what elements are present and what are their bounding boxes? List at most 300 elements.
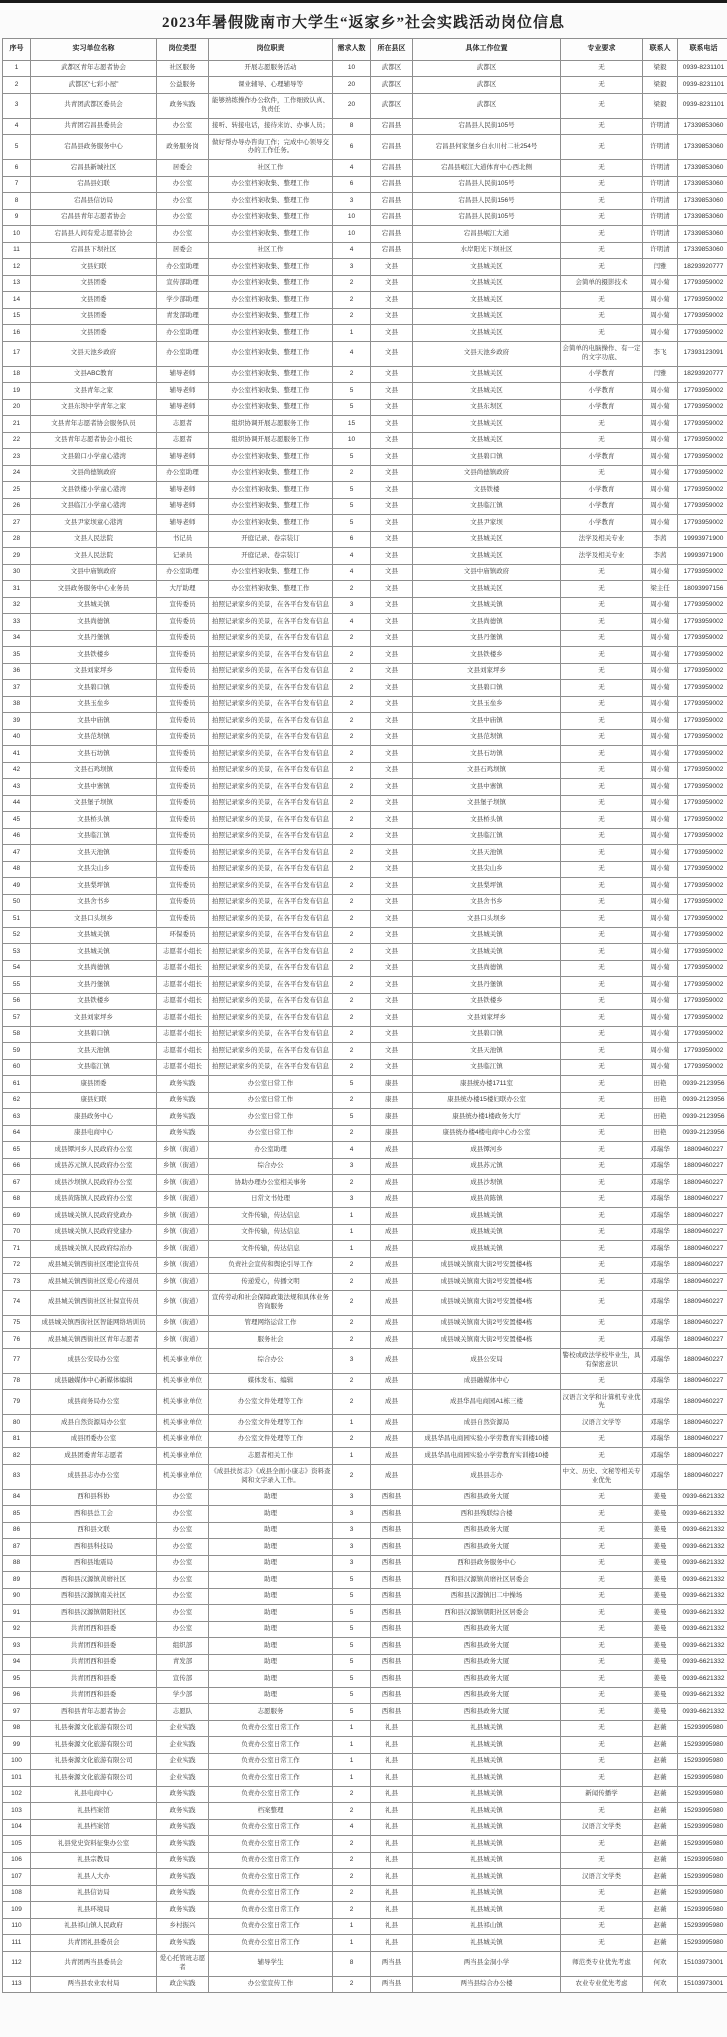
cell-type: 宣传委员 [157,878,209,895]
table-row [3,1869,727,1886]
cell-county: 文县 [371,482,413,499]
cell-location: 礼县城关镇 [413,1803,561,1820]
cell-requirement: 无 [561,1836,643,1853]
cell-no: 81 [3,1431,31,1448]
cell-county: 两当县 [371,1976,413,1993]
cell-phone: 0939-6621332 [678,1506,727,1523]
cell-type: 办公室 [157,1489,209,1506]
cell-unit: 宕昌县下坝社区 [31,242,157,259]
cell-requirement: 小学教育 [561,399,643,416]
cell-no: 104 [3,1819,31,1836]
cell-location: 西和县政务服务中心 [413,1555,561,1572]
table-row [3,812,727,829]
cell-requirement: 无 [561,927,643,944]
cell-contact: 姜曼 [643,1654,678,1671]
cell-requirement: 小学教育 [561,515,643,532]
cell-location: 成县镡河乡 [413,1142,561,1159]
cell-location: 康县统办楼1711室 [413,1076,561,1093]
cell-requirement: 无 [561,1224,643,1241]
table-row [3,1208,727,1225]
cell-type: 宣传委员 [157,729,209,746]
cell-requirement: 无 [561,292,643,309]
cell-unit: 成县自然资源局办公室 [31,1415,157,1432]
table-row [3,531,727,548]
cell-no: 40 [3,729,31,746]
table-row [3,1588,727,1605]
cell-county: 两当县 [371,1951,413,1976]
table-row [3,399,727,416]
cell-no: 68 [3,1191,31,1208]
cell-type: 政务实践 [157,1885,209,1902]
cell-phone: 17339853060 [678,209,727,226]
cell-location: 文县城关区 [413,366,561,383]
cell-requirement: 无 [561,1720,643,1737]
cell-no: 36 [3,663,31,680]
cell-phone: 17793959002 [678,779,727,796]
cell-unit: 康县妇联 [31,1092,157,1109]
cell-location: 西和县汉源镇旧二中操场 [413,1588,561,1605]
cell-no: 100 [3,1753,31,1770]
cell-county: 文县 [371,564,413,581]
cell-county: 文县 [371,993,413,1010]
table-row [3,729,727,746]
cell-count: 2 [333,1175,371,1192]
cell-requirement: 无 [561,465,643,482]
cell-county: 宕昌县 [371,209,413,226]
cell-county: 文县 [371,894,413,911]
cell-contact: 姜曼 [643,1704,678,1721]
cell-unit: 文县刘家坪乡 [31,663,157,680]
cell-contact: 周小菊 [643,1026,678,1043]
cell-type: 宣传委员 [157,630,209,647]
cell-phone: 17793959002 [678,292,727,309]
cell-count: 1 [333,1448,371,1465]
cell-count: 2 [333,1803,371,1820]
cell-count: 8 [333,1951,371,1976]
cell-unit: 西和县汉源镇黄磨社区 [31,1572,157,1589]
cell-county: 礼县 [371,1720,413,1737]
cell-county: 成县 [371,1142,413,1159]
cell-type: 爱心托管班志愿者 [157,1951,209,1976]
cell-count: 5 [333,1671,371,1688]
table-row [3,680,727,697]
cell-duty: 办公室档案收集、整理工作 [209,193,333,210]
table-row [3,1737,727,1754]
cell-requirement: 无 [561,1092,643,1109]
cell-count: 2 [333,1885,371,1902]
cell-unit: 礼县祁山镇人民政府 [31,1918,157,1935]
cell-location: 文县城关区 [413,383,561,400]
cell-unit: 宕昌县政务服务中心 [31,135,157,160]
table-row [3,647,727,664]
cell-contact: 赵薇 [643,1869,678,1886]
cell-duty: 办公室档案收集、整理工作 [209,259,333,276]
cell-count: 2 [333,713,371,730]
cell-county: 西和县 [371,1572,413,1589]
cell-unit: 成县融媒体中心新媒体编辑 [31,1373,157,1390]
cell-duty: 拍照记录家乡的美景，在各平台发布信息 [209,1010,333,1027]
table-row [3,465,727,482]
cell-contact: 邓瑞华 [643,1332,678,1349]
cell-duty: 拍照记录家乡的美景，在各平台发布信息 [209,713,333,730]
cell-no: 110 [3,1918,31,1935]
cell-no: 50 [3,894,31,911]
cell-no: 87 [3,1539,31,1556]
cell-county: 文县 [371,399,413,416]
cell-phone: 15293995980 [678,1753,727,1770]
cell-location: 文县碧口镇 [413,449,561,466]
cell-requirement: 无 [561,1753,643,1770]
cell-unit: 文县尚德镇 [31,960,157,977]
cell-phone: 17793959002 [678,564,727,581]
cell-count: 2 [333,275,371,292]
cell-unit: 宕昌县新城社区 [31,160,157,177]
cell-unit: 文县刘家坪乡 [31,1010,157,1027]
cell-requirement: 无 [561,1274,643,1291]
cell-county: 宕昌县 [371,242,413,259]
cell-no: 45 [3,812,31,829]
cell-no: 25 [3,482,31,499]
table-row [3,894,727,911]
table-row [3,1043,727,1060]
cell-no: 1 [3,60,31,77]
cell-phone: 18809460227 [678,1142,727,1159]
table-row [3,1522,727,1539]
cell-phone: 0939-2123956 [678,1092,727,1109]
cell-unit: 礼县宗教局 [31,1852,157,1869]
cell-type: 志愿者小组长 [157,1026,209,1043]
cell-unit: 礼县档案馆 [31,1819,157,1836]
cell-requirement: 无 [561,1902,643,1919]
cell-location: 成县城关镇 [413,1241,561,1258]
cell-contact: 周小菊 [643,713,678,730]
cell-phone: 15293995980 [678,1935,727,1952]
column-header-count: 需求人数 [333,39,371,61]
cell-phone: 18809460227 [678,1224,727,1241]
cell-unit: 宕昌县妇联 [31,176,157,193]
cell-requirement: 无 [561,1506,643,1523]
cell-location: 西和县政务大厦 [413,1671,561,1688]
jobs-table [2,38,727,1993]
cell-unit: 共青团两当县委员会 [31,1951,157,1976]
cell-phone: 17793959002 [678,614,727,631]
cell-county: 文县 [371,581,413,598]
cell-unit: 成县商务局办公室 [31,1390,157,1415]
cell-phone: 15293995980 [678,1836,727,1853]
cell-duty: 文件传输，传达信息 [209,1241,333,1258]
cell-unit: 文县政务服务中心业务员 [31,581,157,598]
cell-unit: 文县尹家坝童心港湾 [31,515,157,532]
cell-count: 5 [333,1638,371,1655]
cell-no: 62 [3,1092,31,1109]
table-row [3,944,727,961]
cell-phone: 18809460227 [678,1448,727,1465]
cell-duty: 拍照记录家乡的美景，在各平台发布信息 [209,630,333,647]
cell-county: 文县 [371,416,413,433]
cell-unit: 文县人民法院 [31,531,157,548]
cell-phone: 17793959002 [678,647,727,664]
cell-type: 宣传委员 [157,779,209,796]
cell-type: 宣传委员 [157,696,209,713]
cell-contact: 梁毅 [643,77,678,94]
table-row [3,1092,727,1109]
table-row [3,1539,727,1556]
cell-no: 38 [3,696,31,713]
cell-requirement: 无 [561,1687,643,1704]
table-row [3,762,727,779]
cell-county: 成县 [371,1241,413,1258]
cell-duty: 拍照记录家乡的美景，在各平台发布信息 [209,1026,333,1043]
cell-county: 康县 [371,1109,413,1126]
cell-phone: 19993971900 [678,531,727,548]
table-row [3,1158,727,1175]
cell-count: 1 [333,1737,371,1754]
cell-duty: 办公室档案收集、整理工作 [209,366,333,383]
cell-unit: 宕昌县青年志愿者协会 [31,209,157,226]
cell-location: 武都区 [413,93,561,118]
cell-unit: 礼县秦源文化旅游有限公司 [31,1737,157,1754]
cell-phone: 18809460227 [678,1390,727,1415]
cell-no: 105 [3,1836,31,1853]
cell-no: 101 [3,1770,31,1787]
cell-county: 文县 [371,614,413,631]
cell-location: 礼县城关镇 [413,1885,561,1902]
cell-requirement: 无 [561,746,643,763]
cell-type: 宣传委员 [157,845,209,862]
cell-unit: 西和县科技局 [31,1539,157,1556]
cell-requirement: 无 [561,1671,643,1688]
cell-count: 1 [333,1935,371,1952]
cell-unit: 文县舍书乡 [31,894,157,911]
cell-type: 办公室 [157,193,209,210]
cell-contact: 周小菊 [643,292,678,309]
cell-location: 成县县志办 [413,1464,561,1489]
table-row [3,1572,727,1589]
cell-requirement: 无 [561,1638,643,1655]
cell-contact: 姜曼 [643,1522,678,1539]
table-row [3,1902,727,1919]
cell-unit: 西和县汉源镇朝阳社区 [31,1605,157,1622]
cell-count: 3 [333,259,371,276]
table-row [3,1274,727,1291]
cell-unit: 礼县信访局 [31,1885,157,1902]
cell-unit: 宕昌县信访局 [31,193,157,210]
table-row [3,416,727,433]
table-row [3,1241,727,1258]
cell-contact: 赵薇 [643,1935,678,1952]
cell-duty: 助理 [209,1638,333,1655]
cell-county: 成县 [371,1158,413,1175]
cell-contact: 邓瑞华 [643,1142,678,1159]
cell-contact: 姜曼 [643,1605,678,1622]
cell-unit: 文县青年志愿者协会小组长 [31,432,157,449]
cell-county: 康县 [371,1076,413,1093]
cell-location: 文县丹堡镇 [413,630,561,647]
cell-unit: 成县沙坝镇人民政府办公室 [31,1175,157,1192]
table-row [3,1786,727,1803]
cell-contact: 周小菊 [643,993,678,1010]
cell-phone: 17339853060 [678,160,727,177]
cell-phone: 18809460227 [678,1373,727,1390]
cell-phone: 15293995980 [678,1852,727,1869]
cell-county: 礼县 [371,1935,413,1952]
cell-no: 73 [3,1274,31,1291]
cell-duty: 办公室档案收集、整理工作 [209,498,333,515]
cell-phone: 18809460227 [678,1431,727,1448]
cell-requirement: 无 [561,828,643,845]
cell-location: 文县尹家坝 [413,515,561,532]
cell-contact: 周小菊 [643,812,678,829]
cell-count: 2 [333,1092,371,1109]
cell-duty: 综合办公 [209,1158,333,1175]
cell-no: 89 [3,1572,31,1589]
cell-requirement: 小学教育 [561,449,643,466]
cell-location: 文县城关镇 [413,597,561,614]
cell-county: 成县 [371,1431,413,1448]
cell-type: 办公室助理 [157,325,209,342]
cell-duty: 助理 [209,1687,333,1704]
cell-unit: 文县铁楼乡 [31,647,157,664]
cell-phone: 15293995980 [678,1770,727,1787]
cell-no: 7 [3,176,31,193]
cell-county: 成县 [371,1415,413,1432]
cell-no: 8 [3,193,31,210]
cell-count: 4 [333,564,371,581]
cell-location: 康县统办楼4楼电商中心办公室 [413,1125,561,1142]
cell-no: 72 [3,1257,31,1274]
cell-county: 成县 [371,1448,413,1465]
cell-duty: 拍照记录家乡的美景，在各平台发布信息 [209,878,333,895]
cell-county: 成县 [371,1175,413,1192]
cell-duty: 办公室档案收集、整理工作 [209,581,333,598]
cell-county: 文县 [371,366,413,383]
cell-phone: 17793959002 [678,845,727,862]
table-row [3,1332,727,1349]
cell-location: 文县铁楼乡 [413,647,561,664]
cell-duty: 办公室宣传工作 [209,1976,333,1993]
cell-requirement: 无 [561,1770,643,1787]
cell-unit: 礼县秦源文化旅游有限公司 [31,1753,157,1770]
table-row [3,878,727,895]
cell-requirement: 无 [561,581,643,598]
cell-phone: 17793959002 [678,729,727,746]
cell-contact: 周小菊 [643,960,678,977]
cell-requirement: 小学教育 [561,383,643,400]
cell-phone: 0939-2123956 [678,1125,727,1142]
cell-count: 1 [333,1753,371,1770]
cell-county: 文县 [371,746,413,763]
cell-no: 39 [3,713,31,730]
cell-location: 文县临江镇 [413,828,561,845]
cell-no: 37 [3,680,31,697]
cell-no: 27 [3,515,31,532]
cell-type: 大厅助理 [157,581,209,598]
cell-count: 1 [333,1415,371,1432]
cell-county: 文县 [371,729,413,746]
table-row [3,911,727,928]
cell-count: 3 [333,1539,371,1556]
cell-unit: 文县城关镇 [31,944,157,961]
table-row [3,1918,727,1935]
cell-requirement: 师范类专业优先考虑 [561,1951,643,1976]
cell-type: 宣传委员 [157,713,209,730]
cell-no: 52 [3,927,31,944]
cell-type: 机关事业单位 [157,1431,209,1448]
cell-location: 文县石坊镇 [413,746,561,763]
cell-contact: 周小菊 [643,762,678,779]
cell-contact: 周小菊 [643,911,678,928]
cell-requirement: 无 [561,209,643,226]
cell-requirement: 无 [561,160,643,177]
cell-phone: 0939-8231101 [678,93,727,118]
cell-count: 2 [333,729,371,746]
column-header-phone: 联系电话 [678,39,727,61]
cell-phone: 18293920777 [678,259,727,276]
cell-duty: 办公室档案收集、整理工作 [209,515,333,532]
cell-no: 66 [3,1158,31,1175]
cell-type: 志愿者 [157,416,209,433]
cell-unit: 成县苏元镇人民政府办公室 [31,1158,157,1175]
cell-duty: 辅导学生 [209,1951,333,1976]
cell-location: 文县中寨镇 [413,779,561,796]
cell-contact: 赵薇 [643,1918,678,1935]
cell-requirement: 无 [561,680,643,697]
cell-county: 礼县 [371,1852,413,1869]
table-row [3,1257,727,1274]
cell-county: 文县 [371,1043,413,1060]
table-row [3,259,727,276]
cell-unit: 文县石坊镇 [31,746,157,763]
cell-location: 文县城关镇 [413,927,561,944]
cell-requirement: 无 [561,1257,643,1274]
cell-no: 103 [3,1803,31,1820]
cell-count: 5 [333,1605,371,1622]
table-row [3,366,727,383]
cell-requirement: 无 [561,1803,643,1820]
cell-requirement: 无 [561,60,643,77]
cell-duty: 拍照记录家乡的美景，在各平台发布信息 [209,828,333,845]
cell-unit: 文县青年之家 [31,383,157,400]
cell-unit: 文县团委 [31,292,157,309]
cell-count: 8 [333,118,371,135]
cell-county: 西和县 [371,1555,413,1572]
cell-phone: 0939-6621332 [678,1555,727,1572]
cell-contact: 周小菊 [643,275,678,292]
table-row [3,581,727,598]
cell-duty: 助理 [209,1522,333,1539]
cell-duty: 负责办公室日常工作 [209,1918,333,1935]
cell-unit: 文县人民法院 [31,548,157,565]
cell-location: 文县舍书乡 [413,894,561,911]
table-row [3,292,727,309]
cell-count: 20 [333,93,371,118]
cell-contact: 周小菊 [643,614,678,631]
cell-count: 2 [333,1315,371,1332]
cell-no: 11 [3,242,31,259]
cell-unit: 共青团武都区委员会 [31,93,157,118]
cell-type: 组织部 [157,1638,209,1655]
cell-location: 西和县政务大厦 [413,1621,561,1638]
cell-unit: 礼县党史资料征集办公室 [31,1836,157,1853]
cell-no: 22 [3,432,31,449]
cell-phone: 15293995980 [678,1737,727,1754]
table-row [3,1976,727,1993]
cell-contact: 许明清 [643,160,678,177]
cell-no: 14 [3,292,31,309]
cell-type: 辅导老师 [157,449,209,466]
cell-count: 10 [333,60,371,77]
cell-location: 礼县城关镇 [413,1852,561,1869]
